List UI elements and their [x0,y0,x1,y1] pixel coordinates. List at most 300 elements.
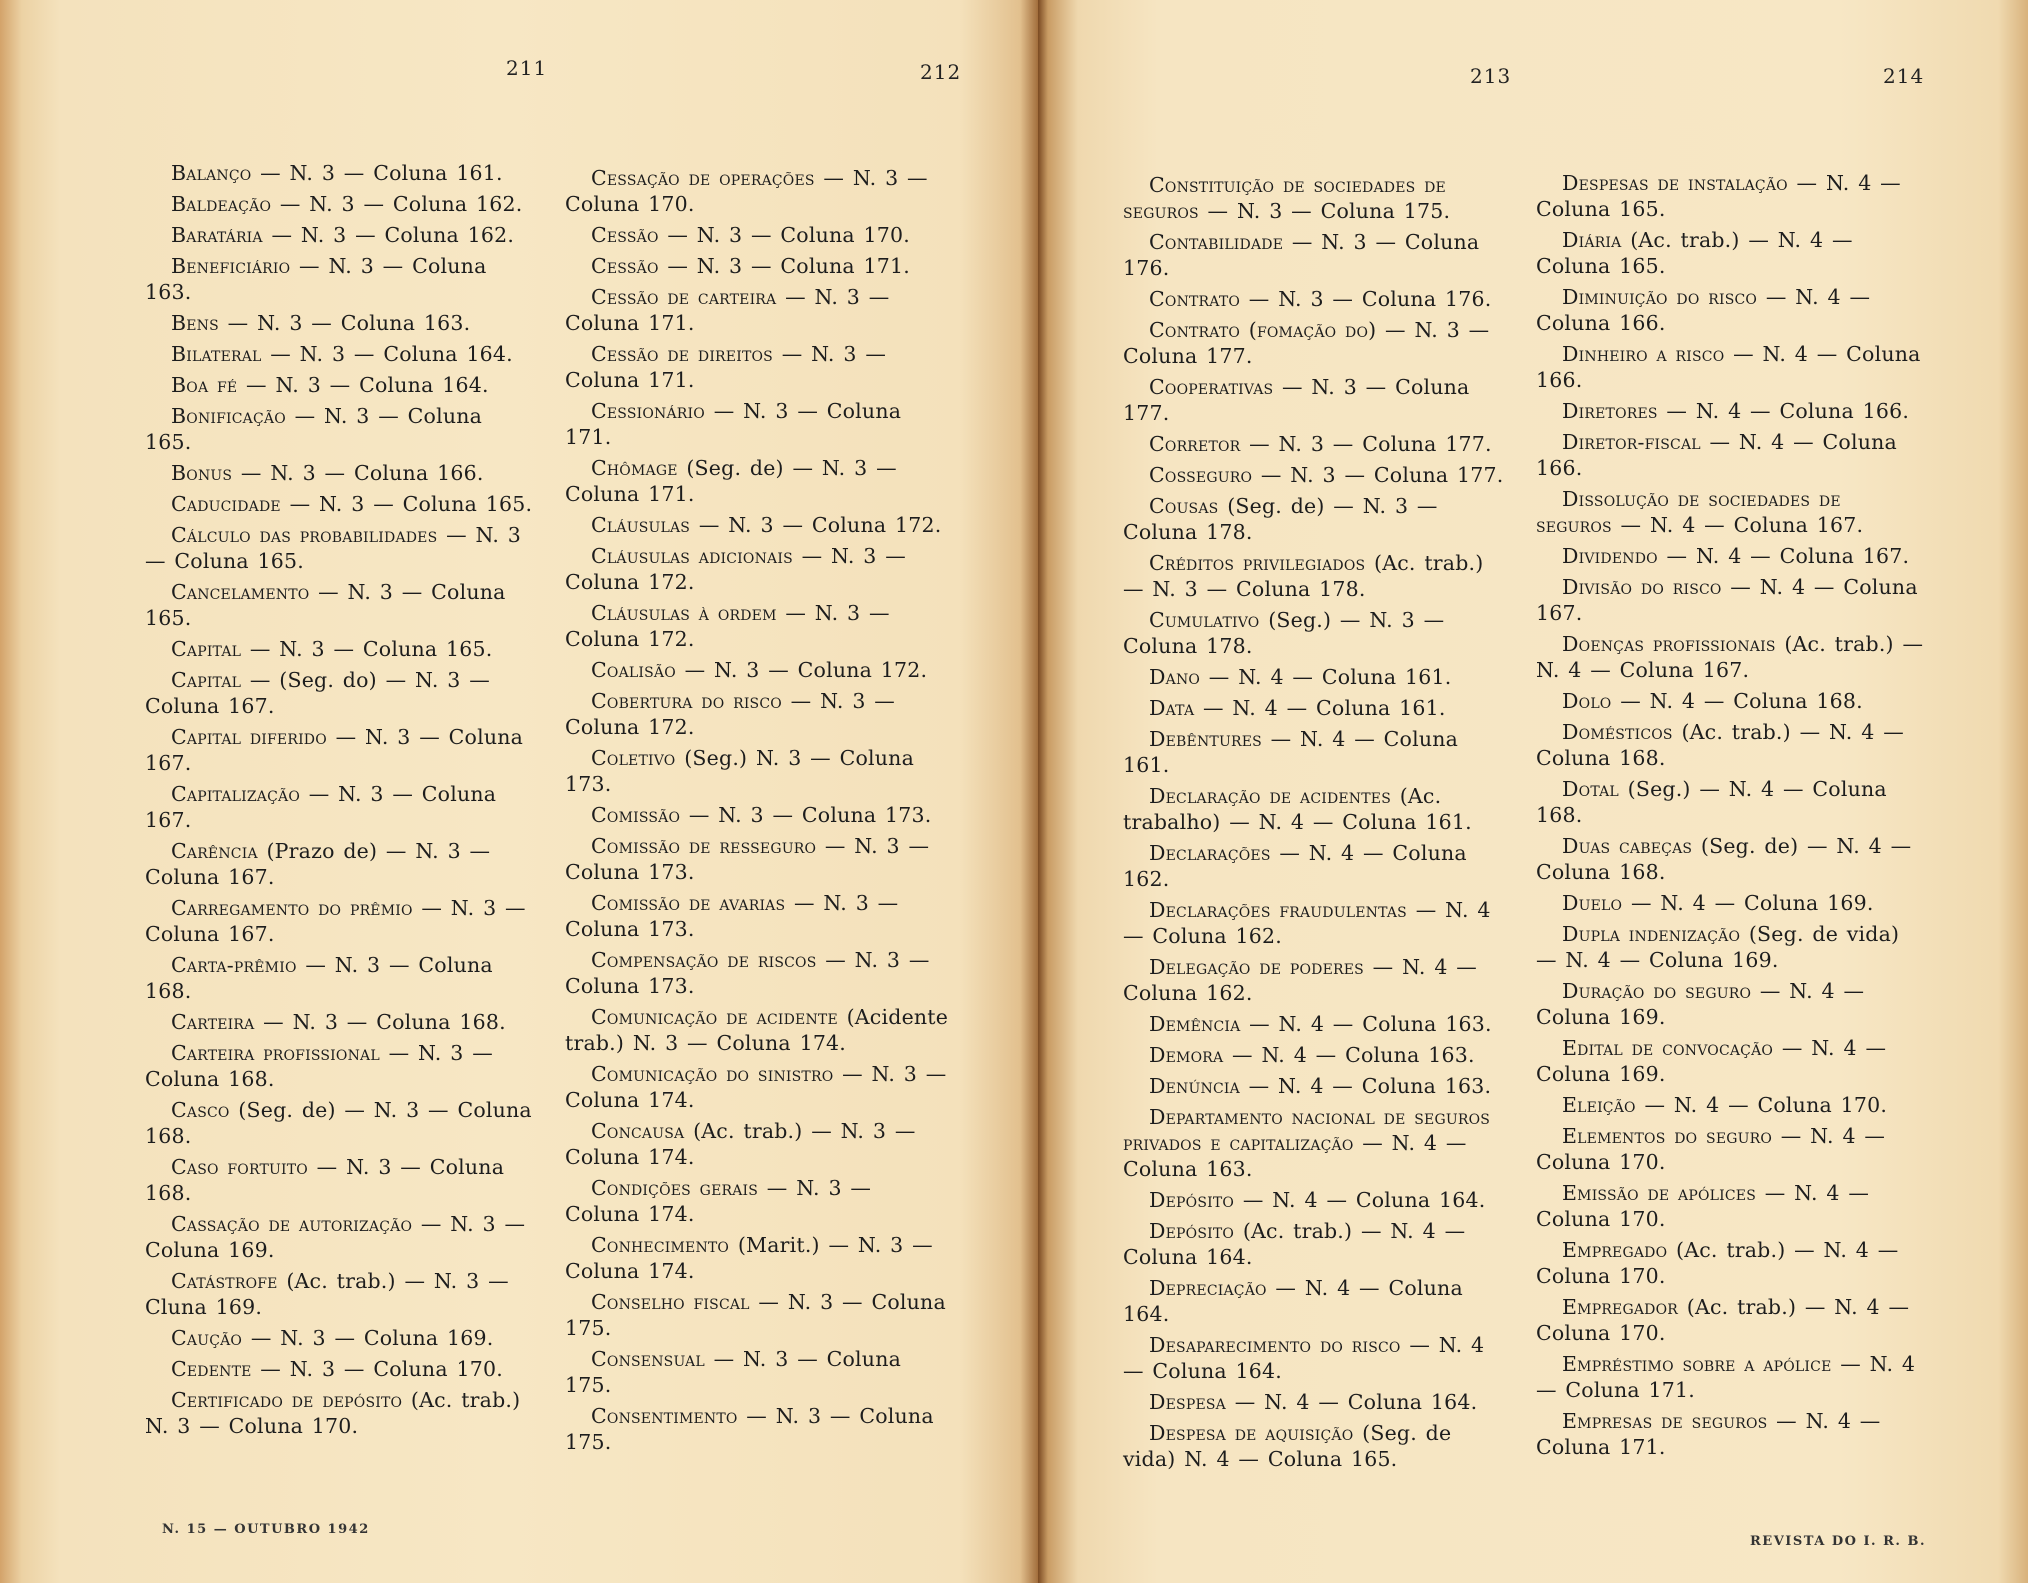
entry-term: Cessão [591,254,659,278]
entry-reference: — N. 3 — Coluna 165. [145,404,483,454]
entry-reference: — N. 3 — Coluna 172. [684,658,928,682]
entry-reference: — N. 3 — Coluna 164. [270,342,513,366]
entry-term: Chômage [591,456,678,480]
index-entry [145,1325,537,1351]
index-entry [1123,695,1511,721]
index-entry [1123,1275,1511,1327]
entry-term: Empréstimo sobre a apólice [1562,1352,1832,1376]
entry-reference: (Ac. trab.) N. 3 — Coluna 170. [145,1388,521,1438]
entry-reference: — N. 3 — Coluna 170. [565,166,928,216]
index-entry [145,636,537,662]
index-entry [1536,921,1924,973]
entry-term: Contabilidade [1149,230,1284,254]
entry-term: Diretores [1562,399,1658,423]
entry-reference: (Ac. trab.) — N. 3 — Coluna 174. [565,1119,916,1169]
index-entry [145,1211,537,1263]
page-number-212: 212 [920,60,962,84]
index-entry [1536,890,1924,916]
entry-term: Cosseguro [1149,463,1253,487]
entry-term: Cessionário [591,399,705,423]
entry-reference: — N. 3 — Coluna 172. [565,601,890,651]
entry-reference: (Seg. de vida) — N. 4 — Coluna 169. [1536,922,1900,972]
entry-term: Cancelamento [171,580,310,604]
entry-reference: — N. 4 — Coluna 161. [1202,696,1446,720]
entry-reference: — N. 3 — Coluna 175. [565,1347,902,1397]
index-entry [145,1356,537,1382]
entry-reference: — N. 3 — Coluna 176. [1248,287,1492,311]
entry-term: Despesa de aquisição [1149,1421,1354,1445]
entry-reference: — N. 4 — Coluna 170. [1536,1181,1870,1231]
entry-term: Cláusulas [591,513,691,537]
entry-term: Conhecimento [591,1233,730,1257]
entry-term: Dano [1149,665,1201,689]
entry-term: Cumulativo [1149,608,1260,632]
entry-reference: — N. 4 — Coluna 164. [1234,1390,1478,1414]
entry-reference: — N. 3 — Coluna 177. [1123,375,1470,425]
index-entry [1536,543,1924,569]
entry-reference: — N. 3 — Coluna 167. [145,896,526,946]
entry-reference: — N. 4 — Coluna 163. [1249,1012,1492,1036]
index-entry [1536,978,1924,1030]
entry-term: Debêntures [1149,727,1262,751]
entry-term: Capitalização [171,782,300,806]
entry-reference: — N. 4 — Coluna 169. [1536,1036,1887,1086]
entry-reference: — N. 4 — Coluna 167. [1620,513,1864,537]
entry-reference: (Seg.) — N. 4 — Coluna 168. [1536,777,1887,827]
entry-reference: — N. 4 — Coluna 163. [1123,1131,1467,1181]
index-entry [1123,897,1511,949]
index-entry [1536,574,1924,626]
index-entry [1536,631,1924,683]
entry-term: Carta-prêmio [171,953,297,977]
index-entry [145,952,537,1004]
index-entry [565,543,953,595]
entry-term: Divisão do risco [1562,575,1722,599]
entry-term: Diminuição do risco [1562,285,1758,309]
entry-term: Concausa [591,1119,685,1143]
index-entry [145,160,537,186]
entry-term: Beneficiário [171,254,291,278]
entry-reference: — N. 4 — Coluna 164. [1123,1276,1463,1326]
entry-reference: — N. 4 — Coluna 166. [1536,430,1897,480]
entry-reference: (Ac. trab.) — N. 4 — Coluna 164. [1123,1219,1466,1269]
index-entry [145,310,537,336]
entry-term: Diretor-fiscal [1562,430,1701,454]
index-entry [1123,317,1511,369]
entry-reference: — N. 4 — Coluna 166. [1536,285,1871,335]
index-entry [145,372,537,398]
entry-reference: — N. 3 — Coluna 165. [249,637,493,661]
entry-term: Bilateral [171,342,262,366]
entry-reference: (Ac. trab.) — N. 4 — Coluna 170. [1536,1295,1910,1345]
entry-reference: — N. 3 — Coluna 171. [565,285,890,335]
entry-term: Declarações fraudulentas [1149,898,1407,922]
entry-reference: — N. 3 — Coluna 172. [565,689,896,739]
entry-term: Contrato [1149,287,1241,311]
index-entry [145,838,537,890]
entry-term: Cessão de carteira [591,285,777,309]
entry-reference: — N. 3 — Coluna 175. [565,1290,946,1340]
index-entry [145,781,537,833]
entry-reference: — N. 4 — Coluna 161. [1208,665,1452,689]
footer-issue: N. 15 — OUTUBRO 1942 [162,1522,370,1537]
entry-term: Conselho fiscal [591,1290,750,1314]
entry-reference: — N. 3 — Coluna 170. [667,223,910,247]
entry-reference: (Ac. trabalho) — N. 4 — Coluna 161. [1123,784,1472,834]
entry-term: Consentimento [591,1404,738,1428]
entry-term: Comunicação do sinistro [591,1062,834,1086]
entry-term: Despesas de instalação [1562,171,1788,195]
entry-term: Contrato (fomação do) [1149,318,1377,342]
index-entry [145,895,537,947]
entry-term: Comissão [591,803,681,827]
entry-reference: — N. 3 — Coluna 173. [565,891,899,941]
index-entry [565,802,953,828]
index-entry [145,222,537,248]
index-entry [1123,462,1511,488]
index-entry [145,522,537,574]
index-entry [1536,1123,1924,1175]
entry-term: Data [1149,696,1195,720]
entry-reference: — N. 3 — Coluna 165. [145,523,522,573]
index-entry [1123,1218,1511,1270]
index-entry [1536,1237,1924,1289]
entry-reference: — N. 4 — Coluna 166. [1536,342,1921,392]
entry-term: Depósito [1149,1188,1235,1212]
entry-term: Baldeação [171,192,272,216]
index-entry [1536,719,1924,771]
column-212 [565,165,953,1460]
entry-term: Dividendo [1562,544,1658,568]
entry-reference: — N. 3 — Coluna 172. [698,513,942,537]
entry-term: Cedente [171,1357,252,1381]
entry-term: Duas cabeças [1562,834,1693,858]
page-number-213: 213 [1470,64,1512,88]
entry-reference: — N. 4 — Coluna 170. [1644,1093,1888,1117]
index-entry [1123,664,1511,690]
index-entry [145,1040,537,1092]
index-entry [1123,172,1511,224]
entry-reference: — N. 3 — Coluna 176. [1123,230,1480,280]
entry-reference: — N. 4 — Coluna 164. [1123,1333,1485,1383]
entry-term: Cousas [1149,494,1219,518]
index-entry [565,398,953,450]
index-entry [565,1118,953,1170]
entry-term: Capital [171,637,242,661]
entry-reference: — N. 4 — Coluna 168. [1620,689,1863,713]
index-entry [1123,1073,1511,1099]
index-entry [1123,1104,1511,1182]
index-entry [1123,431,1511,457]
entry-reference: — N. 3 — Coluna 169. [145,1212,526,1262]
entry-reference: — N. 3 — Coluna 172. [565,544,906,594]
footer-journal: REVISTA DO I. R. B. [1750,1534,1926,1549]
entry-reference: — N. 3 — Coluna 168. [263,1010,506,1034]
entry-reference: — N. 4 — Coluna 163. [1248,1074,1492,1098]
entry-term: Coalisão [591,658,676,682]
index-entry [1123,1042,1511,1068]
entry-term: Dotal [1562,777,1619,801]
index-entry [145,253,537,305]
entry-reference: — N. 3 — Coluna 163. [227,311,471,335]
entry-reference: — N. 4 — Coluna 171. [1536,1352,1916,1402]
index-entry [145,1268,537,1320]
entry-term: Cobertura do risco [591,689,782,713]
entry-reference: — N. 3 — Coluna 165. [145,580,506,630]
right-page [1038,0,2028,1583]
index-entry [1536,1180,1924,1232]
entry-reference: (Ac. trab.) — N. 4 — Coluna 170. [1536,1238,1899,1288]
index-entry [565,745,953,797]
entry-term: Cessação de operações [591,166,815,190]
entry-term: Dinheiro a risco [1562,342,1725,366]
column-211 [145,160,537,1444]
entry-term: Boa fé [171,373,238,397]
entry-reference: — N. 3 — Coluna 177. [1260,463,1504,487]
entry-term: Capital [171,668,242,692]
index-entry [565,600,953,652]
entry-term: Bens [171,311,219,335]
entry-term: Dissolução de sociedades de seguros [1536,487,1841,537]
entry-reference: (Prazo de) — N. 3 — Coluna 167. [145,839,491,889]
entry-reference: — N. 3 — Coluna 173. [565,834,930,884]
index-entry [145,191,537,217]
index-entry [145,1154,537,1206]
column-214 [1536,170,1924,1465]
entry-term: Carregamento do prêmio [171,896,413,920]
entry-term: Bonificação [171,404,286,428]
entry-term: Capital diferido [171,725,327,749]
entry-term: Balanço [171,161,252,185]
index-entry [1536,1351,1924,1403]
entry-term: Declaração de acidentes [1149,784,1391,808]
entry-term: Consensual [591,1347,705,1371]
entry-term: Constituição de sociedades de seguros [1123,173,1446,223]
entry-reference: — N. 3 — Coluna 174. [565,1176,872,1226]
entry-term: Bonus [171,461,233,485]
entry-reference: (Seg.) — N. 3 — Coluna 178. [1123,608,1445,658]
entry-term: Cálculo das probabilidades [171,523,438,547]
entry-reference: — N. 4 — Coluna 169. [1630,891,1874,915]
entry-reference: (Ac. trab.) — N. 4 — Coluna 167. [1536,632,1924,682]
entry-reference: (Ac. trab.) — N. 4 — Coluna 165. [1536,228,1853,278]
entry-term: Denúncia [1149,1074,1240,1098]
entry-term: Delegação de poderes [1149,955,1364,979]
index-entry [1123,1332,1511,1384]
index-entry [565,1175,953,1227]
index-entry [145,724,537,776]
entry-reference: — N. 3 — Coluna 168. [145,953,493,1003]
index-entry [1536,1294,1924,1346]
entry-reference: — N. 4 — Coluna 162. [1123,898,1491,948]
entry-reference: — N. 4 — Coluna 169. [1536,979,1865,1029]
entry-term: Carteira [171,1010,255,1034]
entry-term: Coletivo [591,746,676,770]
index-entry [1536,170,1924,222]
index-entry [145,1009,537,1035]
entry-reference: (Acidente trab.) N. 3 — Coluna 174. [565,1005,949,1055]
index-entry [1536,833,1924,885]
entry-term: Catástrofe [171,1269,278,1293]
index-entry [565,512,953,538]
entry-reference: — N. 4 — Coluna 166. [1666,399,1910,423]
entry-term: Dupla indenização [1562,922,1741,946]
entry-reference: — N. 4 — Coluna 167. [1666,544,1910,568]
entry-reference: — N. 3 — Coluna 175. [565,1404,934,1454]
entry-reference: — N. 4 — Coluna 165. [1536,171,1901,221]
index-entry [1123,229,1511,281]
entry-term: Cláusulas à ordem [591,601,777,625]
entry-reference: — N. 3 — Coluna 171. [565,399,902,449]
index-entry [565,284,953,336]
index-entry [1123,1011,1511,1037]
index-entry [1536,429,1924,481]
index-entry [1123,954,1511,1006]
entry-reference: — N. 3 — Coluna 168. [145,1155,505,1205]
entry-reference: (Marit.) — N. 3 — Coluna 174. [565,1233,933,1283]
index-entry [565,455,953,507]
entry-term: Cessão de direitos [591,342,773,366]
entry-term: Carteira profissional [171,1041,380,1065]
entry-reference: — N. 3 — Coluna 173. [565,948,930,998]
entry-reference: — N. 3 — Coluna 163. [145,254,487,304]
entry-term: Compensação de riscos [591,948,817,972]
entry-term: Comunicação de acidente [591,1005,838,1029]
entry-reference: — N. 4 — Coluna 163. [1232,1043,1475,1067]
entry-reference: — N. 3 — Coluna 166. [240,461,484,485]
page-number-211: 211 [506,56,548,80]
index-entry [565,833,953,885]
entry-reference: — N. 3 — Coluna 164. [246,373,489,397]
index-entry [565,688,953,740]
index-entry [1536,1092,1924,1118]
entry-term: Empresas de seguros [1562,1409,1768,1433]
entry-reference: (Ac. trab.) — N. 3 — Cluna 169. [145,1269,509,1319]
entry-term: Carência [171,839,258,863]
index-entry [1123,1187,1511,1213]
index-entry [1123,783,1511,835]
entry-term: Caso fortuito [171,1155,308,1179]
entry-term: Cessão [591,223,659,247]
entry-term: Comissão de avarias [591,891,786,915]
index-entry [1536,284,1924,336]
entry-term: Comissão de resseguro [591,834,817,858]
index-entry [565,165,953,217]
entry-reference: — N. 3 — Coluna 167. [145,782,497,832]
entry-term: Declarações [1149,841,1271,865]
index-entry [1123,493,1511,545]
entry-reference: (Seg. de) — N. 3 — Coluna 171. [565,456,897,506]
index-entry [1123,840,1511,892]
index-entry [1536,776,1924,828]
index-entry [1536,486,1924,538]
index-entry [145,460,537,486]
index-entry [145,403,537,455]
index-entry [565,1346,953,1398]
entry-term: Emissão de apólices [1562,1181,1756,1205]
index-entry [565,1061,953,1113]
entry-reference: — N. 3 — Coluna 174. [565,1062,947,1112]
entry-term: Demora [1149,1043,1224,1067]
entry-reference: — N. 3 — Coluna 162. [271,223,515,247]
index-entry [1123,726,1511,778]
entry-term: Edital de convocação [1562,1036,1774,1060]
entry-reference: — N. 3 — Coluna 169. [250,1326,494,1350]
entry-reference: (Seg. de vida) N. 4 — Coluna 165. [1123,1421,1452,1471]
index-entry [565,341,953,393]
entry-term: Certificado de depósito [171,1388,403,1412]
entry-reference: — N. 3 — Coluna 162. [279,192,523,216]
entry-term: Elementos do seguro [1562,1124,1773,1148]
entry-term: Demência [1149,1012,1241,1036]
entry-reference: — N. 4 — Coluna 162. [1123,841,1467,891]
index-entry [1123,286,1511,312]
entry-term: Condições gerais [591,1176,759,1200]
entry-reference: (Ac. trab.) — N. 4 — Coluna 168. [1536,720,1904,770]
index-entry [145,1387,537,1439]
entry-term: Cláusulas adicionais [591,544,793,568]
entry-term: Caução [171,1326,243,1350]
entry-reference: (Seg. de) — N. 3 — Coluna 168. [145,1098,532,1148]
index-entry [145,341,537,367]
index-entry [565,1004,953,1056]
entry-reference: — N. 3 — Coluna 173. [688,803,932,827]
index-entry [565,1232,953,1284]
index-entry [1123,607,1511,659]
index-entry [1536,341,1924,393]
index-entry [565,657,953,683]
entry-term: Diária [1562,228,1622,252]
entry-reference: (Seg.) N. 3 — Coluna 173. [565,746,914,796]
entry-reference: — N. 3 — Coluna 167. [145,725,524,775]
entry-term: Departamento nacional de seguros privados e capitalização [1123,1105,1491,1155]
index-entry [145,1097,537,1149]
index-entry [565,947,953,999]
index-entry [565,222,953,248]
entry-term: Empregado [1562,1238,1668,1262]
entry-reference: — N. 4 — Coluna 164. [1242,1188,1486,1212]
index-entry [565,1289,953,1341]
entry-reference: (Seg. de) — N. 3 — Coluna 178. [1123,494,1438,544]
column-213 [1123,172,1511,1477]
entry-term: Casco [171,1098,230,1122]
entry-reference: — N. 3 — Coluna 168. [145,1041,493,1091]
entry-term: Duração do seguro [1562,979,1752,1003]
index-entry [1536,688,1924,714]
entry-reference: — (Seg. do) — N. 3 — Coluna 167. [145,668,490,718]
entry-reference: — N. 3 — Coluna 177. [1123,318,1490,368]
entry-term: Eleição [1562,1093,1636,1117]
entry-reference: — N. 4 — Coluna 171. [1536,1409,1881,1459]
index-entry [1536,398,1924,424]
entry-reference: — N. 3 — Coluna 175. [1207,199,1451,223]
index-entry [1123,1389,1511,1415]
entry-term: Baratária [171,223,263,247]
page-number-214: 214 [1883,64,1925,88]
index-entry [565,890,953,942]
index-entry [1123,1420,1511,1472]
index-entry [1536,1035,1924,1087]
entry-term: Cooperativas [1149,375,1274,399]
index-entry [1536,1408,1924,1460]
index-entry [1536,227,1924,279]
entry-reference: — N. 4 — Coluna 162. [1123,955,1477,1005]
index-entry [1123,550,1511,602]
entry-term: Dolo [1562,689,1612,713]
entry-term: Empregador [1562,1295,1679,1319]
index-entry [145,491,537,517]
index-entry [1123,374,1511,426]
